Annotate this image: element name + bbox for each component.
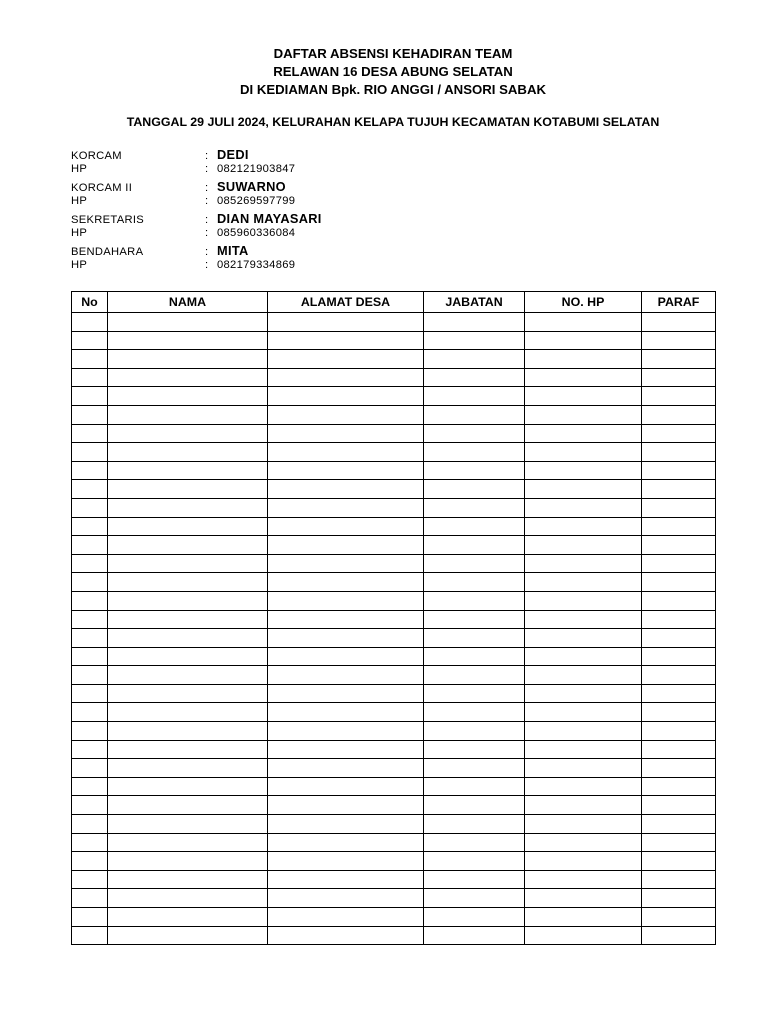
title-line-2: RELAWAN 16 DESA ABUNG SELATAN: [273, 64, 513, 79]
official-name: MITA: [217, 243, 249, 258]
cell-no: [72, 610, 108, 629]
cell-paraf: [642, 498, 716, 517]
cell-paraf: [642, 313, 716, 332]
cell-paraf: [642, 852, 716, 871]
table-row: [72, 833, 716, 852]
cell-no-hp: [525, 610, 642, 629]
cell-jabatan: [424, 870, 525, 889]
cell-paraf: [642, 833, 716, 852]
cell-nama: [108, 684, 268, 703]
date-location-line: TANGGAL 29 JULI 2024, KELURAHAN KELAPA TUJUH KECAMATAN KOTABUMI SELATAN: [126, 115, 660, 129]
cell-jabatan: [424, 350, 525, 369]
cell-paraf: [642, 870, 716, 889]
cell-no-hp: [525, 461, 642, 480]
table-row: [72, 777, 716, 796]
cell-nama: [108, 629, 268, 648]
table-row: [72, 424, 716, 443]
official-row: [71, 211, 471, 227]
cell-nama: [108, 647, 268, 666]
table-row: [72, 908, 716, 927]
cell-no: [72, 554, 108, 573]
cell-alamat-desa: [268, 703, 424, 722]
cell-jabatan: [424, 759, 525, 778]
cell-no: [72, 350, 108, 369]
cell-no: [72, 833, 108, 852]
official-row: [71, 147, 471, 163]
cell-nama: [108, 424, 268, 443]
official-row: [71, 243, 471, 259]
cell-paraf: [642, 536, 716, 555]
cell-paraf: [642, 777, 716, 796]
table-row: [72, 331, 716, 350]
cell-nama: [108, 480, 268, 499]
cell-alamat-desa: [268, 796, 424, 815]
cell-no-hp: [525, 554, 642, 573]
cell-no-hp: [525, 647, 642, 666]
official-label: HP: [71, 259, 88, 271]
table-row: [72, 722, 716, 741]
column-header-paraf: PARAF: [642, 292, 716, 313]
cell-jabatan: [424, 852, 525, 871]
cell-jabatan: [424, 908, 525, 927]
cell-paraf: [642, 815, 716, 834]
cell-alamat-desa: [268, 647, 424, 666]
table-row: [72, 703, 716, 722]
cell-alamat-desa: [268, 405, 424, 424]
cell-no-hp: [525, 536, 642, 555]
cell-nama: [108, 387, 268, 406]
cell-jabatan: [424, 684, 525, 703]
column-header-alamat-desa: ALAMAT DESA: [268, 292, 424, 313]
cell-alamat-desa: [268, 591, 424, 610]
official-name: SUWARNO: [217, 179, 286, 194]
cell-nama: [108, 536, 268, 555]
cell-nama: [108, 870, 268, 889]
cell-nama: [108, 908, 268, 927]
cell-nama: [108, 666, 268, 685]
cell-jabatan: [424, 777, 525, 796]
cell-no-hp: [525, 796, 642, 815]
table-row: [72, 666, 716, 685]
official-phone: 085269597799: [217, 195, 296, 207]
cell-jabatan: [424, 703, 525, 722]
cell-jabatan: [424, 740, 525, 759]
official-row: [71, 179, 471, 195]
cell-alamat-desa: [268, 666, 424, 685]
cell-nama: [108, 610, 268, 629]
cell-jabatan: [424, 443, 525, 462]
column-header-jabatan: JABATAN: [424, 292, 525, 313]
table-row: [72, 498, 716, 517]
official-colon: :: [205, 182, 209, 194]
cell-nama: [108, 591, 268, 610]
cell-paraf: [642, 350, 716, 369]
cell-no: [72, 852, 108, 871]
cell-nama: [108, 461, 268, 480]
table-row: [72, 815, 716, 834]
table-row: [72, 313, 716, 332]
cell-no: [72, 573, 108, 592]
cell-no: [72, 536, 108, 555]
cell-paraf: [642, 908, 716, 927]
cell-no: [72, 480, 108, 499]
official-name: DEDI: [217, 147, 249, 162]
table-row: [72, 926, 716, 945]
table-row: [72, 647, 716, 666]
cell-no-hp: [525, 629, 642, 648]
cell-paraf: [642, 796, 716, 815]
cell-jabatan: [424, 313, 525, 332]
cell-no: [72, 517, 108, 536]
cell-no-hp: [525, 591, 642, 610]
cell-no-hp: [525, 852, 642, 871]
cell-no-hp: [525, 443, 642, 462]
cell-nama: [108, 368, 268, 387]
cell-no: [72, 331, 108, 350]
document-title: [0, 45, 768, 99]
cell-paraf: [642, 647, 716, 666]
cell-no-hp: [525, 870, 642, 889]
table-row: [72, 591, 716, 610]
official-label: HP: [71, 163, 88, 175]
cell-no: [72, 684, 108, 703]
table-row: [72, 461, 716, 480]
cell-no-hp: [525, 331, 642, 350]
cell-paraf: [642, 722, 716, 741]
cell-alamat-desa: [268, 554, 424, 573]
cell-jabatan: [424, 331, 525, 350]
cell-jabatan: [424, 573, 525, 592]
cell-alamat-desa: [268, 387, 424, 406]
cell-paraf: [642, 368, 716, 387]
official-colon: :: [205, 259, 209, 271]
cell-jabatan: [424, 536, 525, 555]
attendance-table-body: [72, 313, 716, 945]
cell-jabatan: [424, 517, 525, 536]
cell-jabatan: [424, 815, 525, 834]
official-label: SEKRETARIS: [71, 214, 145, 226]
cell-no: [72, 498, 108, 517]
cell-no-hp: [525, 703, 642, 722]
cell-alamat-desa: [268, 684, 424, 703]
cell-alamat-desa: [268, 536, 424, 555]
cell-alamat-desa: [268, 908, 424, 927]
cell-nama: [108, 350, 268, 369]
cell-paraf: [642, 573, 716, 592]
cell-no-hp: [525, 722, 642, 741]
cell-alamat-desa: [268, 852, 424, 871]
cell-no: [72, 740, 108, 759]
table-row: [72, 610, 716, 629]
cell-no-hp: [525, 313, 642, 332]
cell-paraf: [642, 684, 716, 703]
cell-alamat-desa: [268, 313, 424, 332]
cell-alamat-desa: [268, 350, 424, 369]
cell-no-hp: [525, 573, 642, 592]
table-row: [72, 387, 716, 406]
cell-alamat-desa: [268, 480, 424, 499]
cell-no: [72, 424, 108, 443]
cell-alamat-desa: [268, 926, 424, 945]
cell-no: [72, 759, 108, 778]
official-colon: :: [205, 227, 209, 239]
cell-no: [72, 815, 108, 834]
cell-nama: [108, 722, 268, 741]
table-row: [72, 684, 716, 703]
cell-no-hp: [525, 405, 642, 424]
cell-no-hp: [525, 759, 642, 778]
table-row: [72, 443, 716, 462]
cell-no: [72, 722, 108, 741]
cell-alamat-desa: [268, 610, 424, 629]
table-row: [72, 554, 716, 573]
table-row: [72, 517, 716, 536]
cell-paraf: [642, 610, 716, 629]
cell-paraf: [642, 461, 716, 480]
official-row: [71, 163, 471, 179]
cell-jabatan: [424, 387, 525, 406]
cell-nama: [108, 331, 268, 350]
official-label: HP: [71, 227, 88, 239]
official-colon: :: [205, 195, 209, 207]
table-row: [72, 350, 716, 369]
table-row: [72, 759, 716, 778]
official-label: BENDAHARA: [71, 246, 144, 258]
cell-alamat-desa: [268, 498, 424, 517]
cell-jabatan: [424, 405, 525, 424]
cell-no: [72, 889, 108, 908]
cell-alamat-desa: [268, 331, 424, 350]
table-row: [72, 852, 716, 871]
cell-no-hp: [525, 833, 642, 852]
cell-jabatan: [424, 833, 525, 852]
cell-alamat-desa: [268, 815, 424, 834]
official-row: [71, 259, 471, 275]
cell-nama: [108, 517, 268, 536]
cell-nama: [108, 777, 268, 796]
cell-jabatan: [424, 368, 525, 387]
cell-nama: [108, 703, 268, 722]
cell-jabatan: [424, 889, 525, 908]
cell-no: [72, 777, 108, 796]
column-header-no: No: [72, 292, 108, 313]
cell-jabatan: [424, 666, 525, 685]
official-row: [71, 227, 471, 243]
cell-paraf: [642, 740, 716, 759]
cell-jabatan: [424, 461, 525, 480]
table-header-row: [72, 292, 716, 313]
cell-no: [72, 796, 108, 815]
cell-nama: [108, 815, 268, 834]
official-colon: :: [205, 150, 209, 162]
cell-paraf: [642, 387, 716, 406]
cell-alamat-desa: [268, 517, 424, 536]
cell-no: [72, 926, 108, 945]
cell-no-hp: [525, 889, 642, 908]
cell-alamat-desa: [268, 889, 424, 908]
cell-no: [72, 368, 108, 387]
cell-no: [72, 387, 108, 406]
cell-alamat-desa: [268, 443, 424, 462]
cell-paraf: [642, 666, 716, 685]
cell-no-hp: [525, 368, 642, 387]
table-row: [72, 629, 716, 648]
cell-no: [72, 870, 108, 889]
official-phone: 082179334869: [217, 259, 296, 271]
column-header-no-hp: NO. HP: [525, 292, 642, 313]
cell-alamat-desa: [268, 629, 424, 648]
cell-no-hp: [525, 350, 642, 369]
cell-paraf: [642, 926, 716, 945]
official-phone: 085960336084: [217, 227, 296, 239]
cell-no: [72, 908, 108, 927]
cell-nama: [108, 573, 268, 592]
cell-no-hp: [525, 740, 642, 759]
cell-alamat-desa: [268, 870, 424, 889]
cell-paraf: [642, 703, 716, 722]
cell-paraf: [642, 591, 716, 610]
cell-nama: [108, 852, 268, 871]
cell-no-hp: [525, 908, 642, 927]
officials-list: [71, 147, 471, 275]
cell-nama: [108, 740, 268, 759]
cell-paraf: [642, 405, 716, 424]
cell-no-hp: [525, 666, 642, 685]
cell-jabatan: [424, 722, 525, 741]
official-label: KORCAM: [71, 150, 122, 162]
table-row: [72, 740, 716, 759]
cell-jabatan: [424, 591, 525, 610]
cell-no: [72, 405, 108, 424]
cell-no: [72, 591, 108, 610]
cell-alamat-desa: [268, 833, 424, 852]
cell-jabatan: [424, 498, 525, 517]
column-header-nama: NAMA: [108, 292, 268, 313]
cell-paraf: [642, 480, 716, 499]
cell-jabatan: [424, 554, 525, 573]
cell-jabatan: [424, 647, 525, 666]
cell-jabatan: [424, 480, 525, 499]
cell-alamat-desa: [268, 368, 424, 387]
cell-paraf: [642, 889, 716, 908]
table-row: [72, 796, 716, 815]
cell-alamat-desa: [268, 722, 424, 741]
cell-nama: [108, 889, 268, 908]
official-row: [71, 195, 471, 211]
official-phone: 082121903847: [217, 163, 296, 175]
official-label: KORCAM II: [71, 182, 133, 194]
official-label: HP: [71, 195, 88, 207]
cell-nama: [108, 926, 268, 945]
cell-alamat-desa: [268, 759, 424, 778]
table-row: [72, 368, 716, 387]
cell-no-hp: [525, 815, 642, 834]
cell-no: [72, 443, 108, 462]
table-row: [72, 480, 716, 499]
cell-no-hp: [525, 387, 642, 406]
cell-no: [72, 647, 108, 666]
official-colon: :: [205, 246, 209, 258]
cell-no-hp: [525, 777, 642, 796]
cell-nama: [108, 554, 268, 573]
cell-alamat-desa: [268, 573, 424, 592]
cell-paraf: [642, 331, 716, 350]
cell-nama: [108, 498, 268, 517]
cell-no-hp: [525, 498, 642, 517]
cell-alamat-desa: [268, 461, 424, 480]
cell-paraf: [642, 517, 716, 536]
cell-alamat-desa: [268, 424, 424, 443]
cell-jabatan: [424, 796, 525, 815]
cell-no: [72, 461, 108, 480]
cell-no-hp: [525, 517, 642, 536]
official-colon: :: [205, 163, 209, 175]
cell-no-hp: [525, 684, 642, 703]
cell-no-hp: [525, 926, 642, 945]
cell-jabatan: [424, 629, 525, 648]
cell-paraf: [642, 629, 716, 648]
official-name: DIAN MAYASARI: [217, 211, 322, 226]
cell-no: [72, 313, 108, 332]
cell-alamat-desa: [268, 740, 424, 759]
cell-paraf: [642, 554, 716, 573]
cell-paraf: [642, 443, 716, 462]
cell-no: [72, 703, 108, 722]
cell-nama: [108, 759, 268, 778]
attendance-table: [71, 291, 716, 945]
table-row: [72, 889, 716, 908]
cell-no: [72, 629, 108, 648]
cell-nama: [108, 796, 268, 815]
table-row: [72, 573, 716, 592]
cell-nama: [108, 405, 268, 424]
table-row: [72, 536, 716, 555]
cell-no-hp: [525, 424, 642, 443]
official-colon: :: [205, 214, 209, 226]
title-line-3: DI KEDIAMAN Bpk. RIO ANGGI / ANSORI SABAK: [239, 82, 546, 97]
cell-nama: [108, 443, 268, 462]
title-line-1: DAFTAR ABSENSI KEHADIRAN TEAM: [273, 46, 513, 61]
cell-nama: [108, 833, 268, 852]
table-row: [72, 870, 716, 889]
table-row: [72, 405, 716, 424]
cell-jabatan: [424, 424, 525, 443]
cell-jabatan: [424, 926, 525, 945]
cell-no: [72, 666, 108, 685]
cell-alamat-desa: [268, 777, 424, 796]
cell-no-hp: [525, 480, 642, 499]
cell-paraf: [642, 424, 716, 443]
cell-nama: [108, 313, 268, 332]
cell-jabatan: [424, 610, 525, 629]
cell-paraf: [642, 759, 716, 778]
